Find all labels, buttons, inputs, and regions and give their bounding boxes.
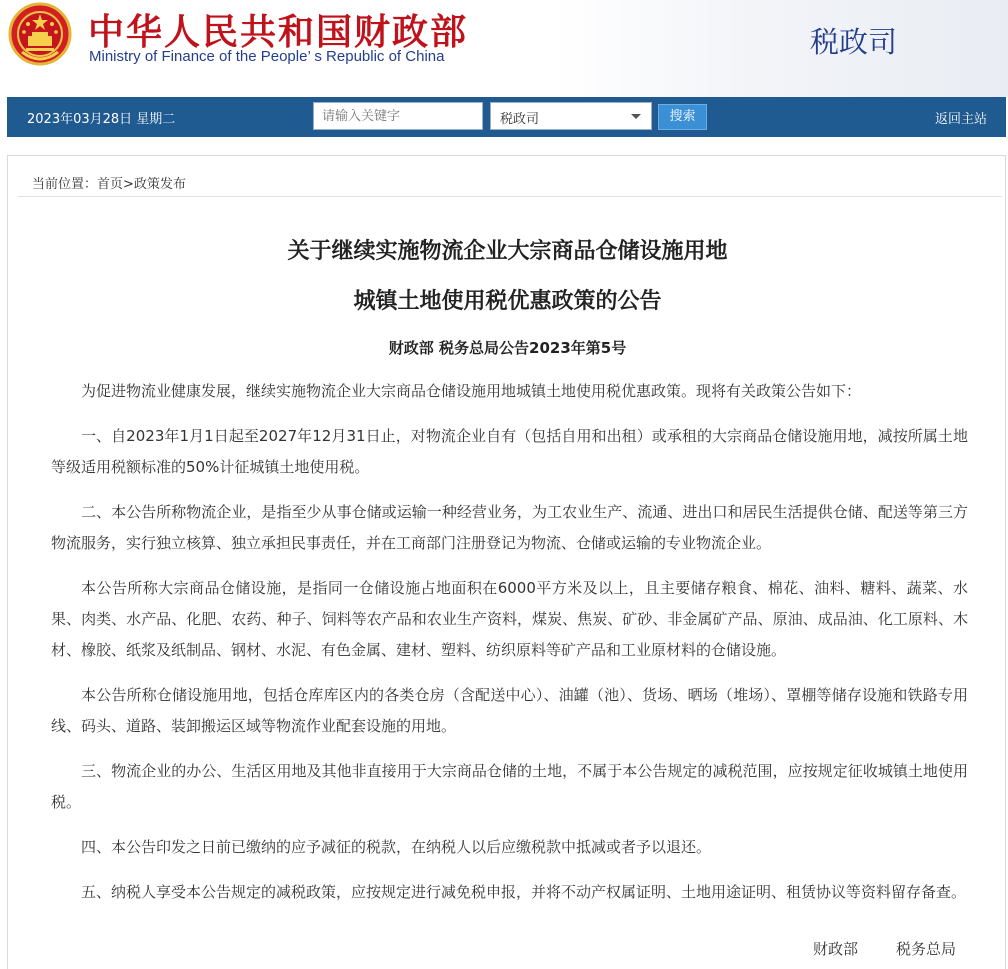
article-paragraph: 五、纳税人享受本公告规定的减税政策，应按规定进行减免税申报，并将不动产权属证明、土地用途证明、租赁协议等资料留存备查。 [81,883,967,901]
article-container [7,155,1006,969]
article-paragraph: 二、本公告所称物流企业，是指至少从事仓储或运输一种经营业务，为工农业生产、流通、进出口和居民生活提供仓储、配送等第三方物流服务，实行独立核算、独立承担民事责任，并在工商部门注册登记为物流、仓储或运输的专业物流企业。 [51,503,968,552]
article-paragraph: 四、本公告印发之日前已缴纳的应予减征的税款，在纳税人以后应缴税款中抵减或者予以退还。 [81,838,712,856]
signoff-org-2: 税务总局 [896,940,957,958]
article-paragraph: 为促进物流业健康发展，继续实施物流企业大宗商品仓储设施用地城镇土地使用税优惠政策。现将有关政策公告如下： [81,382,862,400]
site-header [0,0,1008,97]
article-paragraph: 一、自2023年1月1日起至2027年12月31日止，对物流企业自有（包括自用和出租）或承租的大宗商品仓储设施用地，减按所属土地等级适用税额标准的50%计征城镇土地使用税。 [51,427,968,476]
department-name: 税政司 [810,25,898,59]
article-title-line-2: 城镇土地使用税优惠政策的公告 [353,289,662,314]
signoff [813,938,956,959]
search-scope-value: 税政司 [500,112,540,127]
article-paragraph: 本公告所称大宗商品仓储设施，是指同一仓储设施占地面积在6000平方米及以上，且主要储存粮食、棉花、油料、糖料、蔬菜、水果、肉类、水产品、化肥、农药、种子、饲料等农产品和农业生产资料，煤炭、焦炭、矿砂、非金属矿产品、原油、成品油、化工原料、木材、橡胶、纸浆及纸制品、钢材、水泥、有色金属、建材、塑料、纺织原料等矿产品和工业原材料的仓储设施。 [51,579,968,659]
article-body [51,376,968,922]
breadcrumb-section-link[interactable]: 政策发布 [133,177,186,192]
breadcrumb [18,156,1002,197]
breadcrumb-separator: > [123,177,134,192]
search-scope-select[interactable] [490,102,652,130]
breadcrumb-prefix: 当前位置： [32,177,98,192]
signoff-org-1: 财政部 [813,940,859,958]
national-emblem-icon [8,2,72,68]
top-nav-bar [7,97,1006,137]
article-title-line-1: 关于继续实施物流企业大宗商品仓储设施用地 [287,239,728,264]
search-button[interactable]: 搜索 [658,104,707,130]
article-paragraph: 本公告所称仓储设施用地，包括仓库库区内的各类仓房（含配送中心）、油罐（池）、货场、晒场（堆场）、罩棚等储存设施和铁路专用线、码头、道路、装卸搬运区域等物流作业配套设施的用地。 [51,686,968,735]
breadcrumb-home-link[interactable]: 首页 [97,177,124,192]
site-title[interactable]: 中华人民共和国财政部 [88,12,469,53]
search-input[interactable] [313,102,483,130]
document-number: 财政部 税务总局公告2023年第5号 [388,339,627,357]
article-paragraph: 三、物流企业的办公、生活区用地及其他非直接用于大宗商品仓储的土地，不属于本公告规定的减税范围，应按规定征收城镇土地使用税。 [51,762,968,811]
chevron-down-icon [631,114,641,119]
return-home-link[interactable]: 返回主站 [934,112,987,127]
site-subtitle: Ministry of Finance of the People’ s Republic of China [89,48,445,65]
current-date: 2023年03月28日 星期二 [27,112,176,127]
